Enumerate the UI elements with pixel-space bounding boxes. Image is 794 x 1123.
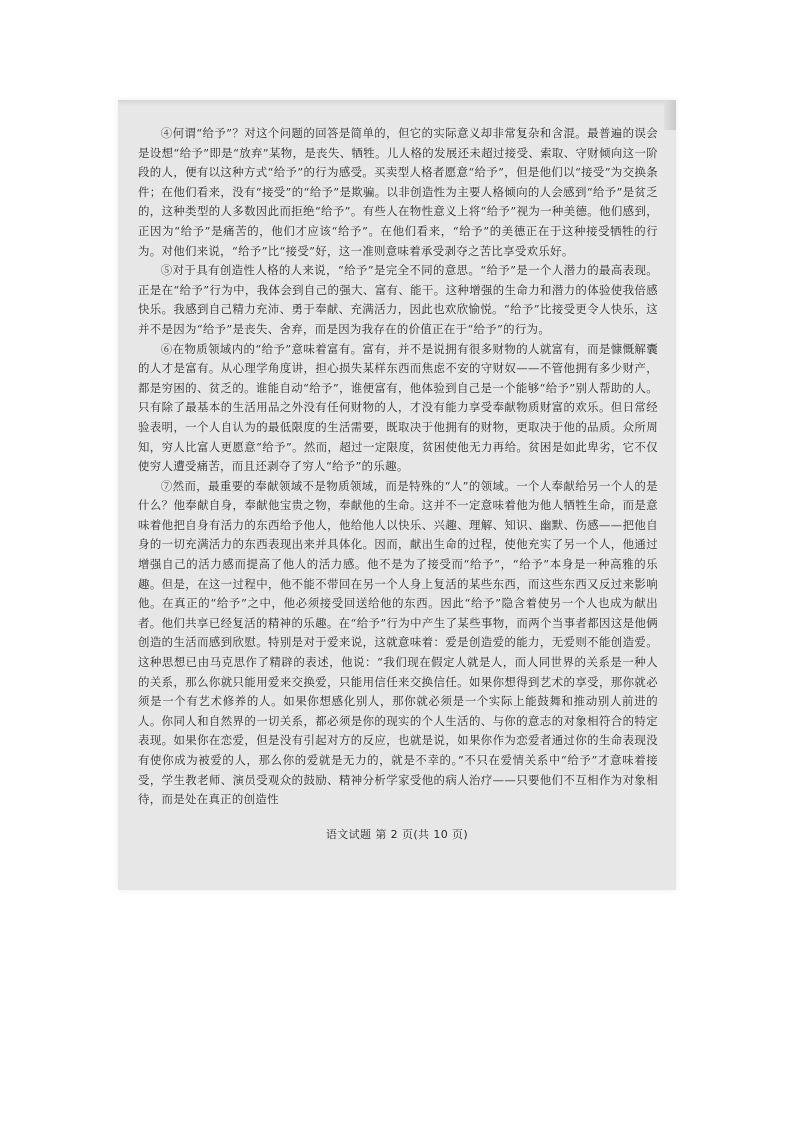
page-footer: 语文试题 第 2 页(共 10 页) (325, 828, 469, 841)
page-edge-shadow (118, 100, 676, 106)
page-corner-fold (664, 100, 676, 130)
paragraph-5: ⑤对于具有创造性人格的人来说，“给予”是完全不同的意思。“给予”是一个人潜力的最高表现。正是在“给予”行为中，我体会到自己的强大、富有、能干。这种增强的生命力和潜力的体验使我倍感快乐。我感到自己精力充沛、勇于奉献、充满活力，因此也欢欣愉悦。“给予”比接受更令人快乐，这并不是因为“给予”是丧失、舍弃，而是因为我存在的价值正在于“给予”的行为。 (138, 263, 658, 336)
paragraph-6: ⑥在物质领域内的“给予”意味着富有。富有，并不是说拥有很多财物的人就富有，而是慷慨解囊的人才是富有。从心理学角度讲，担心损失某样东西而焦虑不安的守财奴——不管他拥有多少财产，都是穷困的、贫乏的。谁能自动“给予”，谁便富有，他体验到自己是一个能够“给予”别人帮助的人。只有除了最基本的生活用品之外没有任何财物的人，才没有能力享受奉献物质财富的欢乐。但日常经验表明，一个人自认为的最低限度的生活需要，既取决于他拥有的财物，更取决于他的品质。众所周知，穷人比富人更愿意“给予”。然而，超过一定限度，贫困使他无力再给。贫困是如此卑劣，它不仅使穷人遭受痛苦，而且还剥夺了穷人“给予”的乐趣。 (138, 341, 658, 474)
article-body (138, 124, 658, 810)
paragraph-7: ⑦然而，最重要的奉献领域不是物质领域，而是特殊的“人”的领域。一个人奉献给另一个人的是什么？他奉献自身，奉献他宝贵之物，奉献他的生命。这并不一定意味着他为他人牺牲生命，而是意味着他把自身有活力的东西给予他人，他给他人以快乐、兴趣、理解、知识、幽默、伤感——把他自身的一切充满活力的东西表现出来并具体化。因而，献出生命的过程，使他充实了另一个人，他通过增强自己的活力感而提高了他人的活力感。他不是为了接受而“给予”，“给予”本身是一种高雅的乐趣。但是，在这一过程中，他不能不带回在另一个人身上复活的某些东西，而这些东西又反过来影响他。在真正的“给予”之中，他必须接受回送给他的东西。因此“给予”隐含着使另一个人也成为献出者。他们共享已经复活的精神的乐趣。在“给予”行为中产生了某些事物，而两个当事者都因这是他俩创造的生活而感到欣慰。特别是对于爱来说，这就意味着：爱是创造爱的能力，无爱则不能创造爱。这种思想已由马克思作了精辟的表述，他说：“我们现在假定人就是人，而人同世界的关系是一种人的关系，那么你就只能用爱来交换爱，只能用信任来交换信任。如果你想得到艺术的享受，那你就必须是一个有艺术修养的人。如果你想感化别人，那你就必须是一个实际上能鼓舞和推动别人前进的人。你同人和自然界的一切关系，都必须是你的现实的个人生活的、与你的意志的对象相符合的特定表现。如果你在恋爱，但是没有引起对方的反应，也就是说，如果你作为恋爱者通过你的生命表现没有使你成为被爱的人，那么你的爱就是无力的，就是不幸的。”不只在爱情关系中“给予”才意味着接受，学生教老师、演员受观众的鼓励、精神分析学家受他的病人治疗——只要他们不互相作为对象相待，而是处在真正的创造性 (138, 478, 658, 807)
paragraph-4: ④何谓“给予”？对这个问题的回答是简单的，但它的实际意义却非常复杂和含混。最普遍的误会是设想“给予”即是“放弃”某物，是丧失、牺牲。儿人格的发展还未超过接受、索取、守财倾向这一阶段的人，便有以这种方式“给予”的行为感受。买卖型人格者愿意“给予”，但是他们以“接受”为交换条件；在他们看来，没有“接受”的“给予”是欺骗。以非创造性为主要人格倾向的人会感到“给予”是贫乏的，这种类型的人多数因此而拒绝“给予”。有些人在物性意义上将“给予”视为一种美德。他们感到，正因为“给予”是痛苦的，他们才应该“给予”。在他们看来，“给予”的美德正在于这种接受牺牲的行为。对他们来说，“给予”比“接受”好，这一准则意味着承受剥夺之苦比享受欢乐好。 (138, 126, 658, 258)
